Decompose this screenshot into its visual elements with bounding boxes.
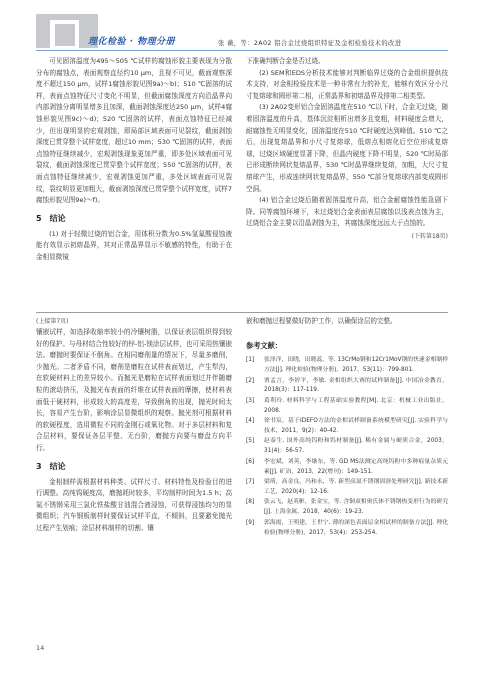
reference-number: [8] bbox=[246, 499, 255, 506]
reference-item bbox=[246, 397, 448, 417]
reference-text: 梁萌，高金良，冯和永，等. 新型高氮不锈钢固溶处理研究[J]. 新技术新工艺，2020(4)：12-16. bbox=[264, 479, 448, 495]
reference-number: [4] bbox=[246, 418, 255, 425]
running-head: 张 薇，等：2A02 铝合金过烧组织特征及金相检验技术的改进 bbox=[218, 40, 402, 47]
body-paragraph: 下准确判断合金是否过烧。 bbox=[246, 57, 325, 65]
section-heading-conclusion: 5 结论 bbox=[36, 213, 66, 223]
body-paragraph: (4) 铝合金过烧后随着固溶温度升高，铝合金耐腐蚀性能急剧下降。同等腐蚀环境下，未过烧铝合金表面表层腐蚀以浅表点蚀为主，过烧铝合金主要以沿晶剥蚀为主，其腐蚀深度远远大于点蚀的。 bbox=[246, 196, 448, 228]
reference-item bbox=[246, 437, 448, 457]
header-rule bbox=[36, 50, 448, 51]
reference-text: 贾孟言，李婷平，李敏. 金相组织大赛的试样制备[J]. 中国冶金教育，2018(3)：117-119. bbox=[264, 377, 448, 394]
section-heading-conclusion: 3 结论 bbox=[36, 461, 66, 471]
references-title: 参考文献： bbox=[246, 340, 282, 350]
reference-item bbox=[246, 417, 448, 437]
reference-item bbox=[246, 458, 448, 478]
reference-text: 葛利玲. 材料科学与工程基础实验教程[M]. 北京：机械工业出版社，2008. bbox=[264, 397, 448, 414]
reference-number: [6] bbox=[246, 458, 255, 465]
reference-item bbox=[246, 498, 448, 518]
reference-number: [7] bbox=[246, 479, 255, 486]
reference-text: 李宏斌，刘英，李继东，等. GD MS法测定高纯钨粉中多种痕量杂质元素[J]. 矿冶，2013，22(增刊)：149-151. bbox=[264, 458, 448, 475]
article-divider bbox=[36, 312, 448, 313]
continued-from-note: (上接第7页) bbox=[36, 318, 69, 325]
body-paragraph: 金相制样需根据材料种类、试样尺寸、材料特性及检验目的进行调整。高纯钨硬度高，磨抛耗时较多，平均制样时间为1.5 h；高氮不锈钢采用三氯化铁盐酸甘油混合液浸蚀，可获得浸蚀均匀的显微组织；汽车钢板制样时要保证试样平直，不倾斜，且要避免抛光过程产生划痕；涂层材料制样的切割、镶 bbox=[36, 477, 232, 532]
reference-text: 赵泰生. 国外高纯钨粉和钨材制备[J]. 稀有金属与硬质合金，2003，31(4)：56-57. bbox=[264, 438, 448, 455]
reference-item bbox=[246, 478, 448, 498]
top-right-column bbox=[246, 56, 448, 243]
body-paragraph: 嵌和磨抛过程要做好防护工作，以确保涂层的完整。 bbox=[246, 317, 397, 325]
body-paragraph: (1) 对于轻微过烧的铝合金，用体积分数为0.5%氢氟酸侵蚀液能有效显示初熔晶界，其对正常晶界显示不敏感的特性，有助于在金相显微镜 bbox=[36, 229, 232, 261]
reference-number: [5] bbox=[246, 438, 255, 445]
reference-text: 张泽洋，田晓，田晓蕊，等. 13CrMo钢和12Cr1MoV钢的快速金相制样方法[J]. 理化检验(物理分册)，2017，53(11)：799-801. bbox=[264, 357, 448, 374]
reference-item bbox=[246, 519, 448, 539]
bottom-right-column bbox=[246, 316, 448, 539]
reference-number: [3] bbox=[246, 397, 255, 404]
reference-number: [1] bbox=[246, 357, 255, 364]
bottom-left-column bbox=[36, 316, 232, 535]
body-paragraph: (2) SEM和EDS分析技术能够对判断临界过烧的合金组织提供技术支持，对金相检验技术是一种非常有力的补充，能够有效区分小尺寸复熔球和圆形第二相，正常晶界和初熔晶界及排第二相类型。 bbox=[246, 68, 448, 100]
continued-next-page-note: (下转第18页) bbox=[411, 232, 448, 240]
reference-text: 张云飞，赵英彬，张金宝，等. 含铜双相奥氏体不锈钢热变形行为的研究[J]. 上海金属，2018，40(6)：19-23. bbox=[264, 499, 448, 516]
reference-item bbox=[246, 377, 448, 397]
reference-list bbox=[246, 356, 448, 538]
body-paragraph: 镶嵌试样，如选择收缩率较小的冷镶树脂，以保证表层组织得到较好的保护。与母材结合性较好的锌-铝-镁涂层试样，也可采用热镶嵌法。磨抛时要保证不倒角。在相同磨削量的情况下，尽量多磨削，少抛光。二者矛盾不同，磨削是磨粒在试样表面划过，产生犁沟，在软硬材料上的差异较小。而抛光是磨粒在试样表面划过并伴随磨粒的滚动挤压，及抛光布表面的纤维在试样表面的摩擦，使材料表面低于硬材料，形成较大的高度差，导致倒角的出现，抛光时间太长，容易产生台阶，影响涂层显微组织的观察。抛光剂可根据材料的软硬程度，选用微粒不同的金刚石或氧化物。对于多层材料和复合层材料，要保证各层平整、无台阶，磨抛方向要与磨盘方向平行。 bbox=[36, 328, 232, 452]
reference-number: [9] bbox=[246, 519, 255, 526]
body-paragraph: 可见固溶温度为495～505 ℃试样的腐蚀形貌主要表现为分散分布的腐蚀点，表面观察直径约10 μm，且视不可见，截面观察深度不超过150 μm，试样1腐蚀形貌见图9a)～b)；510 ℃固溶的试样，表面点蚀特征尺寸变化不明显，但截面腐蚀深度方向沿晶界向内部剥蚀分离明显增多且加深，截面剥蚀深度达250 μm，试样4腐蚀形貌见图9c)～d)；520 ℃固溶的试样，表面点蚀特征已经减少，但出现明显的宏观剥蚀，即局部区域表面可见裂纹，截面剥蚀深度已贯穿整个试样宽度，超过10 mm；530 ℃固溶的试样，表面点蚀特征继续减少，宏观剥蚀现象更加严重，即多处区域表面可见裂纹，截面剥蚀深度已贯穿整个试样宽度；550 ℃固溶的试样，表面点蚀特征继续减少，宏观剥蚀更加严重，多处区域表面可见裂纹，裂纹明显更加粗大，截面剥蚀深度已贯穿整个试样宽度，试样7腐蚀形貌见图9e)～f)。 bbox=[36, 57, 232, 205]
journal-section-name: 理化检验 · 物理分册 bbox=[88, 37, 176, 47]
reference-number: [2] bbox=[246, 377, 255, 384]
page-number: 14 bbox=[36, 644, 45, 652]
page-header bbox=[0, 0, 480, 52]
reference-item bbox=[246, 356, 448, 376]
reference-text: 徐书宸，基于IDEFO方法的金相试样制备系统模型研究[J]. 实验科学与技术，2011，9(2)：40-42. bbox=[264, 418, 448, 435]
top-left-column bbox=[36, 56, 232, 264]
body-paragraph: (3) 2A02变形铝合金固溶温度在510 ℃以下时，合金无过烧，随着固溶温度的升高，基体沉淀相析出增多且变粗，材料硬度会增大，耐腐蚀性无明显变化，固溶温度在510 ℃时硬度达到峰值。510 ℃之后，出现复熔晶界和小尺寸复熔球，低熔点相熔化后空位形成复熔球，过烧区域硬度显著下降，但晶内硬度下降不明显，520 ℃时局部已形成断续网状复熔晶界，530 ℃时晶界继续复熔，加粗，大尺寸复熔球产生，形成连续网状复熔晶界，550 ℃部分复熔球内部变成圆形空洞。 bbox=[246, 103, 448, 193]
reference-text: 郭海霞，王明建，王世宁. 薄的深色表面层金相试样的制备方法[J]. 理化检验(物理分册)，2017，53(4)：253-254. bbox=[264, 519, 448, 536]
